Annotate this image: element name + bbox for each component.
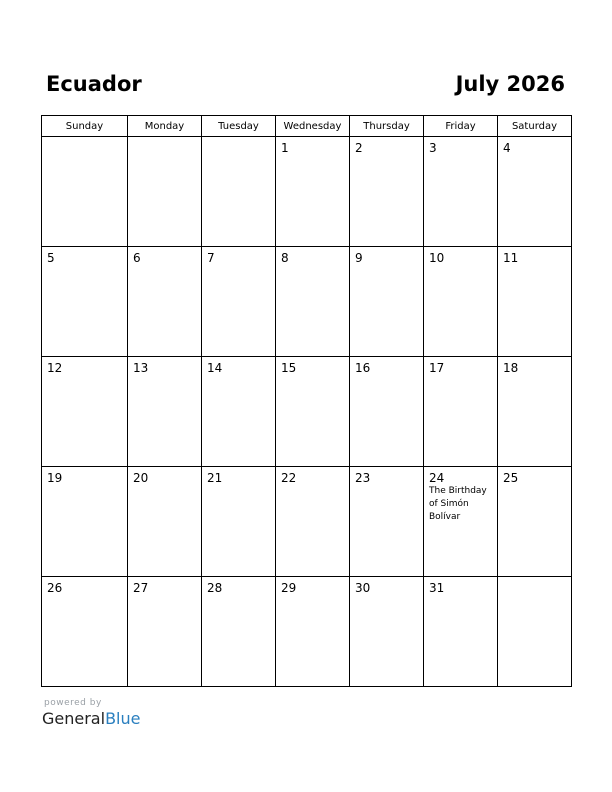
week-row-5	[42, 577, 572, 687]
day-cell	[276, 467, 350, 577]
day-number: 19	[47, 471, 63, 485]
day-number: 16	[355, 361, 371, 375]
day-cell	[202, 357, 276, 467]
day-cell	[424, 247, 498, 357]
day-number: 7	[207, 251, 215, 265]
day-cell	[498, 357, 572, 467]
day-cell	[128, 357, 202, 467]
day-cell	[350, 467, 424, 577]
day-number: 13	[133, 361, 149, 375]
day-number: 18	[503, 361, 519, 375]
day-number: 9	[355, 251, 363, 265]
day-number: 17	[429, 361, 445, 375]
day-cell	[350, 357, 424, 467]
generalblue-logo[interactable]	[42, 709, 140, 729]
week-row-1	[42, 137, 572, 247]
calendar-grid	[41, 115, 572, 687]
powered-by-text: powered by	[44, 698, 102, 708]
day-cell	[202, 247, 276, 357]
day-cell	[424, 357, 498, 467]
day-number: 26	[47, 581, 63, 595]
weekday-saturday: Saturday	[498, 116, 572, 137]
day-cell	[350, 137, 424, 247]
day-cell	[276, 577, 350, 687]
country-title: Ecuador	[46, 72, 142, 96]
day-number: 1	[281, 141, 289, 155]
day-number	[42, 137, 127, 141]
day-cell	[202, 467, 276, 577]
day-cell	[424, 577, 498, 687]
week-row-2	[42, 247, 572, 357]
day-number: 31	[429, 581, 445, 595]
weekday-thursday: Thursday	[350, 116, 424, 137]
day-number: 20	[133, 471, 149, 485]
brand-general: General	[42, 709, 106, 728]
day-number: 28	[207, 581, 223, 595]
day-number: 11	[503, 251, 519, 265]
day-number: 2	[355, 141, 363, 155]
day-cell	[424, 137, 498, 247]
day-cell	[350, 247, 424, 357]
weekday-friday: Friday	[424, 116, 498, 137]
day-cell	[42, 247, 128, 357]
weekday-monday: Monday	[128, 116, 202, 137]
day-cell	[498, 577, 572, 687]
weekday-header-row	[42, 116, 572, 137]
day-cell	[498, 247, 572, 357]
day-number	[128, 137, 201, 141]
month-year-title: July 2026	[455, 72, 565, 96]
day-cell	[42, 357, 128, 467]
brand-blue: Blue	[105, 709, 141, 728]
day-cell	[498, 467, 572, 577]
day-cell	[42, 467, 128, 577]
day-cell	[276, 357, 350, 467]
day-number: 29	[281, 581, 297, 595]
day-number: 22	[281, 471, 297, 485]
weekday-tuesday: Tuesday	[202, 116, 276, 137]
day-number: 24	[429, 471, 445, 485]
day-number: 10	[429, 251, 445, 265]
day-number: 21	[207, 471, 223, 485]
weekday-sunday: Sunday	[42, 116, 128, 137]
day-number	[498, 577, 571, 581]
day-cell	[498, 137, 572, 247]
day-number: 8	[281, 251, 289, 265]
day-cell	[128, 577, 202, 687]
day-number: 30	[355, 581, 371, 595]
day-number: 6	[133, 251, 141, 265]
day-cell	[202, 577, 276, 687]
day-cell	[202, 137, 276, 247]
day-number: 23	[355, 471, 371, 485]
footer	[42, 697, 140, 729]
day-number: 27	[133, 581, 149, 595]
day-cell	[276, 137, 350, 247]
day-number: 12	[47, 361, 63, 375]
holiday-label: The Birthday of Simón Bolívar	[429, 486, 487, 522]
day-number: 15	[281, 361, 297, 375]
day-number: 14	[207, 361, 223, 375]
day-cell	[128, 137, 202, 247]
day-cell	[424, 467, 498, 577]
day-cell	[42, 137, 128, 247]
day-number: 25	[503, 471, 519, 485]
day-number: 3	[429, 141, 437, 155]
day-cell	[128, 247, 202, 357]
week-row-4	[42, 467, 572, 577]
day-cell	[128, 467, 202, 577]
day-cell	[350, 577, 424, 687]
day-number	[202, 137, 275, 141]
day-number: 4	[503, 141, 511, 155]
day-number: 5	[47, 251, 55, 265]
week-row-3	[42, 357, 572, 467]
day-cell	[276, 247, 350, 357]
weekday-wednesday: Wednesday	[276, 116, 350, 137]
day-cell	[42, 577, 128, 687]
